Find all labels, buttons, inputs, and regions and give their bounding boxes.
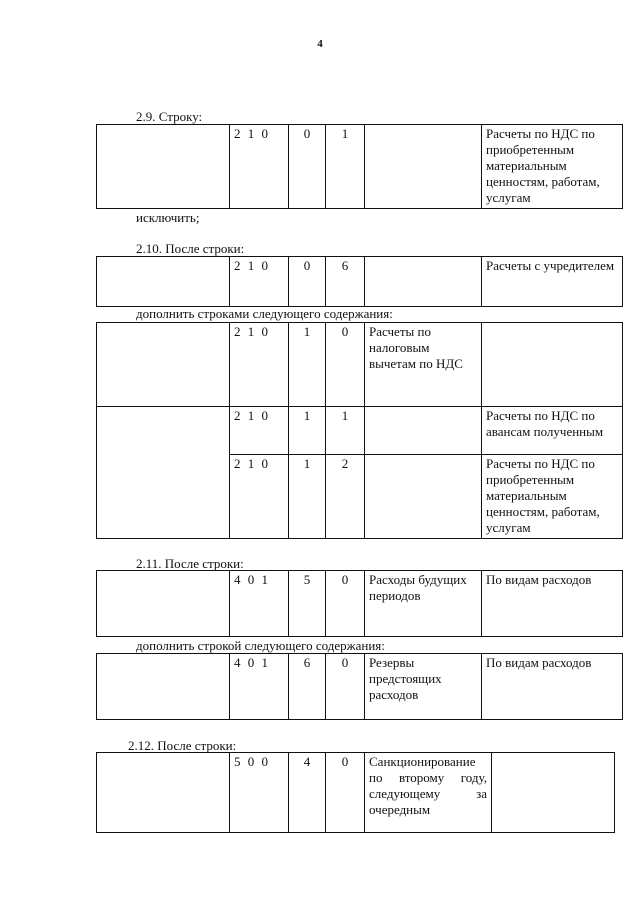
- account-note: Расчеты по НДС по приобретенным материальным ценностям, работам, услугам: [482, 125, 623, 209]
- table-row: [97, 571, 623, 637]
- account-code: 2 1 0: [230, 323, 289, 407]
- empty-cell: [97, 571, 230, 637]
- table-row: [97, 125, 623, 209]
- code-digit-a: 0: [289, 257, 326, 307]
- account-note: По видам расходов: [482, 654, 623, 720]
- table-row: [97, 753, 615, 833]
- account-code: 2 1 0: [230, 407, 289, 455]
- account-note: Расчеты по НДС по авансам полученным: [482, 407, 623, 455]
- account-note: [492, 753, 615, 833]
- code-digit-b: 0: [326, 323, 365, 407]
- code-digit-a: 4: [289, 753, 326, 833]
- account-name: [365, 257, 482, 307]
- account-name: [365, 125, 482, 209]
- section-2-10-add-caption: дополнить строками следующего содержания:: [136, 306, 393, 321]
- section-2-11-add-caption: дополнить строкой следующего содержания:: [136, 638, 385, 653]
- code-digit-b: 0: [326, 753, 365, 833]
- account-name: Расходы будущих периодов: [365, 571, 482, 637]
- code-digit-a: 1: [289, 407, 326, 455]
- code-digit-a: 1: [289, 455, 326, 539]
- code-digit-b: 1: [326, 407, 365, 455]
- account-name: Резервы предстоящих расходов: [365, 654, 482, 720]
- table-row: [97, 654, 623, 720]
- empty-cell: [97, 753, 230, 833]
- table-row: [97, 323, 623, 407]
- account-code: 4 0 1: [230, 571, 289, 637]
- section-2-10-caption: 2.10. После строки:: [136, 241, 245, 256]
- section-2-9-caption: 2.9. Строку:: [136, 109, 203, 124]
- table-2-10: [96, 256, 623, 307]
- account-note: Расчеты с учредителем: [482, 257, 623, 307]
- account-name: Расчеты по налоговым вычетам по НДС: [365, 323, 482, 407]
- code-digit-b: 2: [326, 455, 365, 539]
- table-2-12: [96, 752, 615, 833]
- code-digit-b: 0: [326, 654, 365, 720]
- table-2-9: [96, 124, 623, 209]
- empty-cell: [97, 654, 230, 720]
- section-2-12-caption: 2.12. После строки:: [128, 738, 237, 753]
- account-code: 4 0 1: [230, 654, 289, 720]
- code-digit-a: 1: [289, 323, 326, 407]
- section-2-11-caption: 2.11. После строки:: [136, 556, 244, 571]
- account-note: Расчеты по НДС по приобретенным материальным ценностям, работам, услугам: [482, 455, 623, 539]
- account-code: 2 1 0: [230, 125, 289, 209]
- empty-cell: [97, 257, 230, 307]
- page-number: 4: [317, 38, 323, 50]
- code-digit-a: 5: [289, 571, 326, 637]
- account-note: [482, 323, 623, 407]
- empty-cell: [97, 407, 230, 539]
- account-name: [365, 407, 482, 455]
- table-row: [97, 257, 623, 307]
- account-name-text: Санкционирование по второму году, следующему за очередным: [369, 754, 487, 817]
- account-name: [365, 455, 482, 539]
- section-2-9-after: исключить;: [136, 210, 200, 225]
- code-digit-a: 0: [289, 125, 326, 209]
- code-digit-b: 0: [326, 571, 365, 637]
- table-2-11-added: [96, 653, 623, 720]
- account-code: 2 1 0: [230, 455, 289, 539]
- empty-cell: [97, 323, 230, 407]
- account-code: 5 0 0: [230, 753, 289, 833]
- empty-cell: [97, 125, 230, 209]
- table-row: [97, 407, 623, 455]
- code-digit-a: 6: [289, 654, 326, 720]
- table-2-10-added: [96, 322, 623, 539]
- account-code: 2 1 0: [230, 257, 289, 307]
- code-digit-b: 6: [326, 257, 365, 307]
- table-2-11: [96, 570, 623, 637]
- account-name: [365, 753, 492, 833]
- account-note: По видам расходов: [482, 571, 623, 637]
- code-digit-b: 1: [326, 125, 365, 209]
